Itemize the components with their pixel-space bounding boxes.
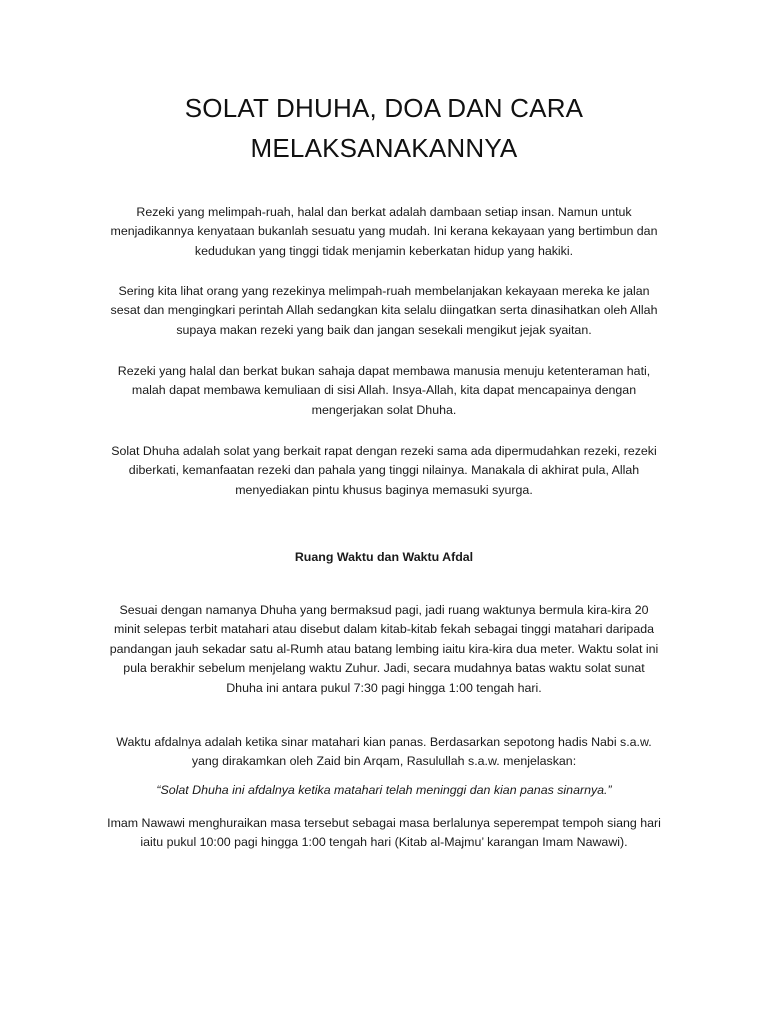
hadith-quote: “Solat Dhuha ini afdalnya ketika matahari telah meninggi dan kian panas sinarnya.” (156, 783, 612, 797)
paragraph-solat-dhuha (84, 442, 684, 500)
paragraph-line: Waktu afdalnya adalah ketika sinar matahari kian panas. Berdasarkan sepotong hadis Nabi s.a.w. (116, 735, 652, 749)
paragraph-line: kedudukan yang tinggi tidak menjamin keberkatan hidup yang hakiki. (194, 243, 574, 258)
paragraph-sesuai (84, 601, 684, 698)
paragraph-line: malah dapat membawa kemuliaan di sisi Allah. Insya-Allah, kita dapat mencapainya dengan (131, 383, 637, 398)
section-heading: Ruang Waktu dan Waktu Afdal (294, 550, 474, 564)
paragraph-line: yang dirakamkan oleh Zaid bin Arqam, Rasulullah s.a.w. menjelaskan: (191, 754, 577, 769)
paragraph-line: Imam Nawawi menghuraikan masa tersebut sebagai masa berlalunya seperempat tempoh siang hari (107, 816, 661, 830)
paragraph-line: Rezeki yang melimpah-ruah, halal dan berkat adalah dambaan setiap insan. Namun untuk (136, 205, 632, 219)
paragraph-line: diberkati, kemanfaatan rezeki dan pahala yang tinggi nilainya. Manakala di akhirat pula, Allah (128, 463, 640, 478)
paragraph-line: menjadikannya kenyataan bukanlah sesuatu yang mudah. Ini kerana kekayaan yang bertimbun dan (110, 224, 658, 239)
paragraph-line: Dhuha ini antara pukul 7:30 pagi hingga 1:00 tengah hari. (226, 680, 542, 695)
paragraph-line: pandangan jauh sekadar satu al-Rumh atau batang lembing iaitu kira-kira dua meter. Waktu solat ini (109, 641, 659, 656)
paragraph-line: Sesuai dengan namanya Dhuha yang bermaksud pagi, jadi ruang waktunya bermula kira-kira 20 (119, 603, 649, 617)
paragraph-line: Rezeki yang halal dan berkat bukan sahaja dapat membawa manusia menuju ketenteraman hati, (117, 364, 651, 378)
paragraph-line: iaitu pukul 10:00 pagi hingga 1:00 tengah hari (Kitab al-Majmu’ karangan Imam Nawawi). (140, 835, 628, 850)
document-title-line-2: MELAKSANAKANNYA (250, 133, 518, 163)
paragraph-waktu-afdal (84, 733, 684, 772)
paragraph-sering (84, 282, 684, 340)
paragraph-line: supaya makan rezeki yang baik dan jangan sesekali mengikut jejak syaitan. (176, 322, 592, 337)
paragraph-rezeki-intro (84, 203, 684, 261)
paragraph-line: minit selepas terbit matahari atau disebut dalam kitab-kitab fekah sebagai tinggi matahari daripada (114, 622, 654, 637)
paragraph-line: pula berakhir sebelum menjelang waktu Zuhur. Jadi, secara mudahnya batas waktu solat sunat (123, 661, 645, 676)
document-title-line-1: SOLAT DHUHA, DOA DAN CARA (184, 93, 584, 123)
paragraph-rezeki-halal (84, 362, 684, 420)
paragraph-line: sesat dan mengingkari perintah Allah sedangkan kita selalu diingatkan serta dinasihatkan oleh Allah (110, 303, 658, 318)
paragraph-line: menyediakan pintu khusus baginya memasuki syurga. (235, 482, 533, 497)
paragraph-imam-nawawi (84, 814, 684, 853)
paragraph-line: Solat Dhuha adalah solat yang berkait rapat dengan rezeki sama ada dipermudahkan rezeki, rezeki (111, 444, 657, 458)
paragraph-line: mengerjakan solat Dhuha. (311, 402, 457, 417)
paragraph-line: Sering kita lihat orang yang rezekinya melimpah-ruah membelanjakan kekayaan mereka ke jalan (118, 284, 650, 298)
